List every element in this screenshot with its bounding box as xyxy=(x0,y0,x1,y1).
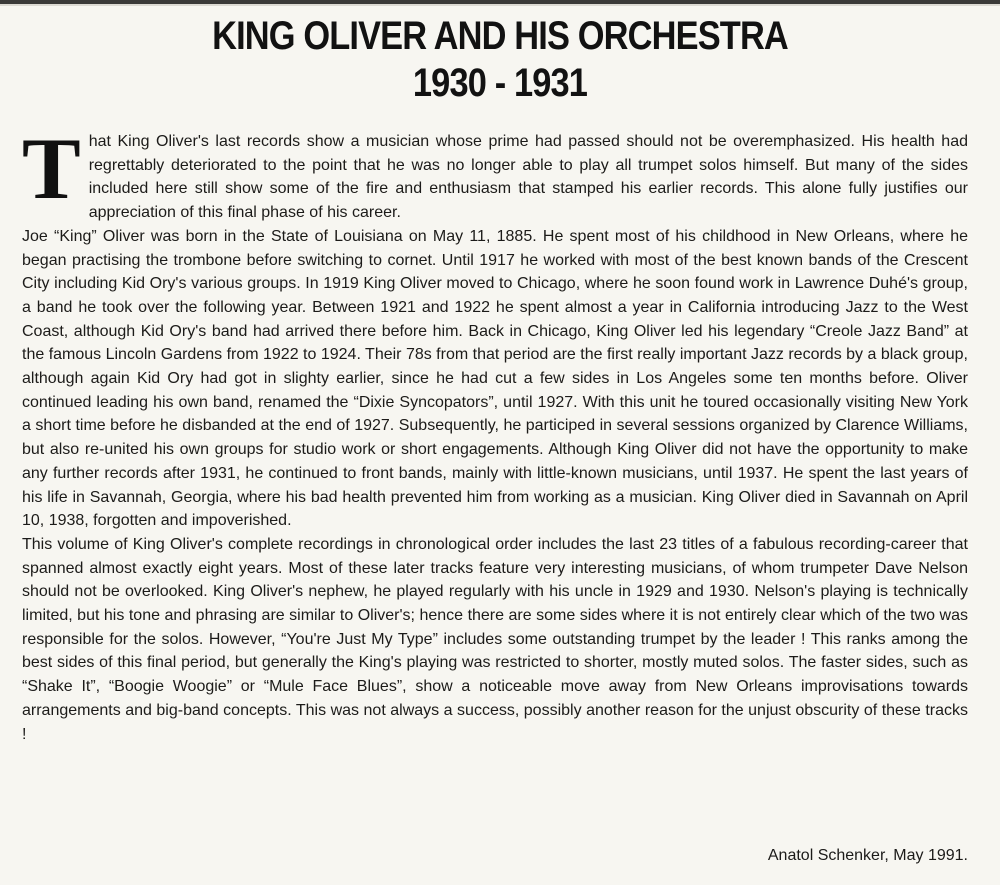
paragraph-intro-text: hat King Oliver's last records show a musician whose prime had passed should not be overemphasized. His health had regrettably deteriorated to the point that he was no longer able to play all trumpet solos himself. But many of the sides included here still show some of the fire and enthusiasm that stamped his earlier records. This alone fully justifies our appreciation of this final phase of his career. xyxy=(88,133,968,222)
top-rule-shadow xyxy=(0,4,1000,6)
paragraph-recordings: This volume of King Oliver's complete recordings in chronological order includes the last 23 titles of a fabulous recording-career that spanned almost exactly eight years. Most of these later tracks feature very interesting musicians, of whom trumpeter Dave Nelson should not be overlooked. King Oliver's nephew, he played regularly with his uncle in 1929 and 1930. Nelson's playing is technically limited, but his tone and phrasing are similar to Oliver's; hence there are some sides where it is not entirely clear which of the two was responsible for the solos. However, “You're Just My Type” includes some outstanding trumpet by the leader ! This ranks among the best sides of this final period, but generally the King's playing was restricted to shorter, mostly muted solos. The faster sides, such as “Shake It”, “Boogie Woogie” or “Mule Face Blues”, show a noticeable move away from New Orleans improvisations towards arrangements and big-band concepts. This was not always a success, possibly another reason for the unjust obscurity of these tracks ! xyxy=(22,535,968,743)
page-subtitle-years: 1930 - 1931 xyxy=(412,61,588,105)
author-signature: Anatol Schenker, May 1991. xyxy=(767,847,968,864)
paragraph-biography: Joe “King” Oliver was born in the State of Louisiana on May 11, 1885. He spent most of his childhood in New Orleans, where he began practising the trombone before switching to cornet. Until 1917 he worked with most of the best known bands of the Crescent City including Kid Ory's various groups. In 1919 King Oliver moved to Chicago, where he soon found work in Lawrence Duhé's group, a band he took over the following year. Between 1921 and 1922 he spent almost a year in California introducing Jazz to the West Coast, although Kid Ory's band had arrived there before him. Back in Chicago, King Oliver led his legendary “Creole Jazz Band” at the famous Lincoln Gardens from 1922 to 1924. Their 78s from that period are the first really important Jazz records by a black group, although again Kid Ory had got in slighty earlier, since he had cut a few sides in Los Angeles some ten months before. Oliver continued leading his own band, renamed the “Dixie Syncopators”, until 1927. With this unit he toured occasionally visiting New York a short time before he disbanded at the end of 1927. Subsequently, he participed in several sessions organized by Clarence Williams, but also re-united his own groups for studio work or short engagements. Although King Oliver did not have the opportunity to make any further records after 1931, he continued to front bands, mainly with little-known musicians, until 1937. He spent the last years of his life in Savannah, Georgia, where his bad health prevented him from working as a musician. King Oliver died in Savannah on April 10, 1938, forgotten and impoverished. xyxy=(22,227,968,530)
drop-cap: T xyxy=(22,121,81,218)
page-title: KING OLIVER AND HIS ORCHESTRA xyxy=(212,14,788,58)
paragraph-intro xyxy=(22,121,968,225)
article-body xyxy=(22,121,968,746)
